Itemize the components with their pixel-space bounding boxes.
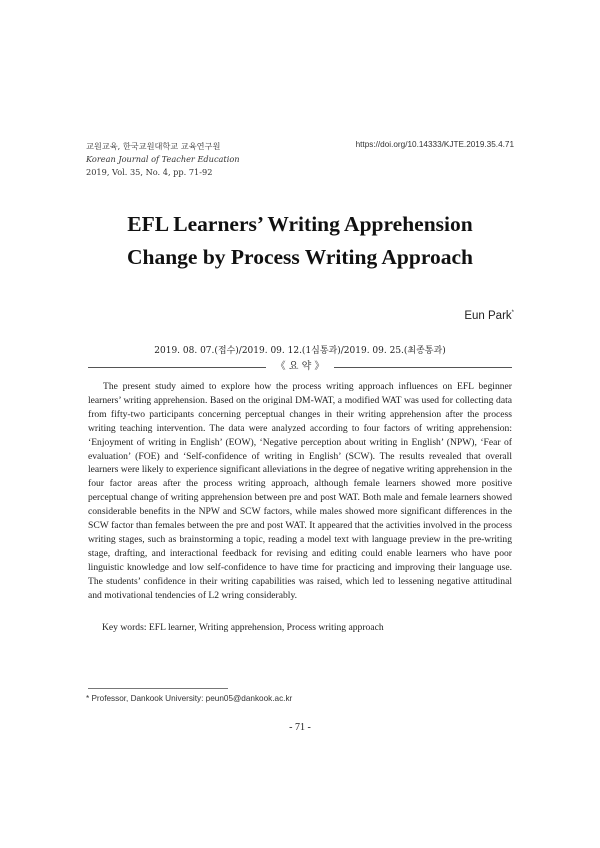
- institution-line: 교원교육, 한국교원대학교 교육연구원: [86, 141, 221, 151]
- author-footnote-mark: *: [511, 310, 514, 317]
- summary-heading: [88, 360, 512, 374]
- author: [464, 310, 514, 322]
- paper-title: [60, 208, 540, 274]
- abstract-text: The present study aimed to explore how the process writing approach influences on EFL beginner learners’ writing apprehension. Based on the original DM-WAT, a modified WAT was used for collecting data from fifty-two participants concerning perceptual changes in their writing apprehension after the process writing teaching intervention. The data were analyzed according to four factors of writing apprehension: ‘Enjoyment of writing in English’ (EOW), ‘Negative perception about writing in English’ (NPW), ‘Fear of evaluation’ (FOE) and ‘Self-confidence of writing in English’ (SCW). The results revealed that overall learners were likely to experience significant alleviations in the degree of negative writing apprehension in the four factor areas after the process writing approach, although female learners showed more positive perceptual change of writing apprehension between pre and post WAT. Both male and female learners showed considerable benefits in the NPW and SCW factors, while males showed more significant differences in the SCW factor than females between the pre and post WAT. It appeared that the activities involved in the process writing stages, such as brainstorming a topic, reading a model text with language preview in the pre-writing stage, drafting, and interactional feedback for revising and editing could enable learners who have poor linguistic knowledge and low self-confidence to have time for practicing and improving their language use. The students’ confidence in their writing capabilities was raised, which led to lessening negative attitudinal and motivational tendencies of L2 wring considerably.: [88, 381, 512, 601]
- footnote-divider: [88, 688, 228, 689]
- submission-dates: 2019. 08. 07.(접수)/2019. 09. 12.(1심통과)/2019. 09. 25.(최종통과): [154, 346, 446, 356]
- volume-info: 2019, Vol. 35, No. 4, pp. 71-92: [86, 167, 213, 177]
- summary-rule-right: [334, 367, 512, 368]
- journal-name: Korean Journal of Teacher Education: [86, 154, 240, 164]
- author-footnote: * Professor, Dankook University: peun05@dankook.ac.kr: [86, 694, 293, 703]
- summary-label: 《 요 약 》: [275, 361, 325, 372]
- title-line-1: EFL Learners’ Writing Apprehension: [127, 212, 473, 236]
- running-header-left: [86, 140, 240, 179]
- page-number: - 71 -: [289, 722, 311, 733]
- author-name: Eun Park: [464, 310, 512, 322]
- keywords: Key words: EFL learner, Writing apprehension, Process writing approach: [102, 622, 384, 633]
- doi-link[interactable]: https://doi.org/10.14333/KJTE.2019.35.4.71: [355, 140, 514, 149]
- title-line-2: Change by Process Writing Approach: [126, 245, 474, 269]
